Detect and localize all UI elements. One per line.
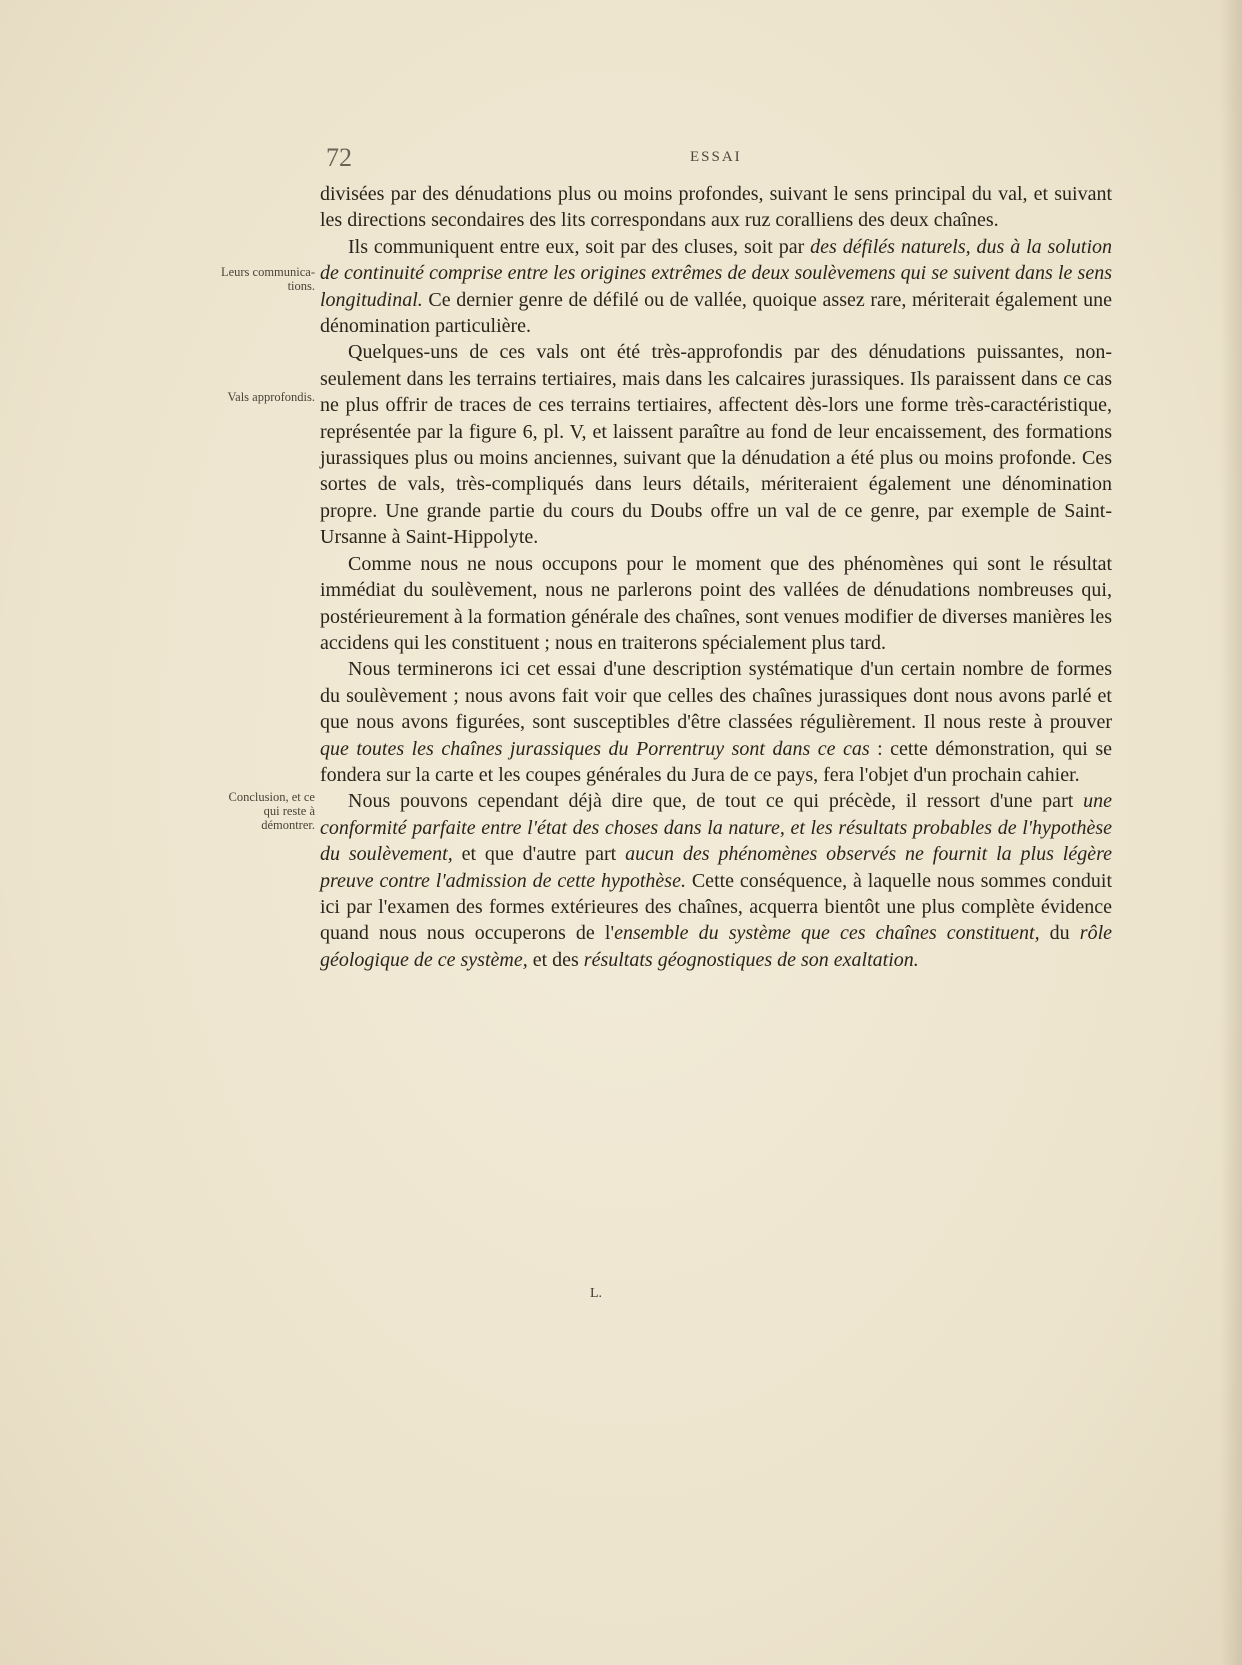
signature: L. xyxy=(590,1286,603,1301)
paragraph-4: Comme nous ne nous occupons pour le moment que des phénomènes qui sont le résultat immédiat du soulèvement, nous ne parlerons point des vallées de dénudations nombreuses qui, postérieurement à la formation générale des chaînes, sont venues modifier de diverses manières les accidens qui les constituent ; nous en traiterons spécialement plus tard. xyxy=(320,552,1112,654)
page-number: 72 xyxy=(326,143,352,172)
p5-text-a: Nous terminerons ici cet essai d'une description systématique d'un certain nombre de formes du soulèvement ; nous avons fait voir que celles des chaînes jurassiques dont nous avons parlé et que nous avons figurées, sont susceptibles d'être classées régulièrement. Il nous reste à prouver xyxy=(320,658,1112,734)
p5-text-c: : cette démonstration, qui se fondera sur la carte et les coupes générales du Jura de ce pays, fera l'objet d'un prochain cahier. xyxy=(320,737,1112,786)
paragraph-6 xyxy=(320,788,1112,973)
paragraph-3: Quelques-uns de ces vals ont été très-approfondis par des dénudations puissantes, non-seulement dans les terrains tertiaires, mais dans les calcaires jurassiques. Ils paraissent dans ce cas ne plus offrir de traces de ces terrains tertiaires, affectent dès-lors une forme très-caractéristique, représentée par la figure 6, pl. V, et laissent paraître au fond de leur encaissement, des formations jurassiques plus ou moins anciennes, suivant que la dénudation a été plus ou moins profonde. Ces sortes de vals, très-compliqués dans leurs détails, mériteraient également une dénomination propre. Une grande partie du cours du Doubs offre un val de ce genre, par exemple de Saint-Ursanne à Saint-Hippolyte. xyxy=(320,341,1112,549)
p5-italic: que toutes les chaînes jurassiques du Porrentruy sont dans ce cas xyxy=(320,737,870,760)
p2-italic: des défilés naturels, dus à la solution de continuité comprise entre les origines extrêmes de deux soulèvemens qui se suivent dans le sens longitudinal. xyxy=(320,235,1113,311)
p2-text-a: Ils communiquent entre eux, soit par des cluses, soit par xyxy=(348,235,811,258)
running-title: ESSAI xyxy=(690,149,742,165)
sidenote-conclusion: Conclusion, et ce qui reste à démontrer. xyxy=(228,790,315,832)
p6-text-e: Cette conséquence, à laquelle nous sommes conduit ici par l'examen des formes extérieures des chaînes, acquerra bientôt une plus complète évidence quand nous nous occuperons de l' xyxy=(320,869,1112,945)
running-head xyxy=(320,143,1100,172)
page-edge-shadow xyxy=(1220,0,1242,1665)
paragraph-2 xyxy=(320,234,1112,340)
p6-italic-j: résultats géognostiques de son exaltation. xyxy=(583,948,919,971)
p6-italic-h: rôle géologique de ce système, xyxy=(320,922,1113,971)
p6-text-g: du xyxy=(1039,922,1080,945)
paragraph-1: divisées par des dénudations plus ou moins profondes, suivant le sens principal du val, et suivant les directions secondaires des lits correspondans aux ruz coralliens des deux chaînes. xyxy=(320,183,1112,232)
body-text xyxy=(320,181,1112,973)
paragraph-5 xyxy=(320,656,1112,788)
p6-italic-d: aucun des phénomènes observés ne fournit la plus légère preuve contre l'admission de cette hypothèse. xyxy=(320,843,1112,892)
p2-text-c: Ce dernier genre de défilé ou de vallée, quoique assez rare, mériterait également une dénomination particulière. xyxy=(320,288,1112,338)
sidenote-leurs-communications: Leurs communica-tions. xyxy=(220,265,315,293)
p6-text-i: et des xyxy=(527,948,584,971)
p6-italic-b: une conformité parfaite entre l'état des choses dans la nature, et les résultats probables de l'hypothèse du soulèvement, xyxy=(320,790,1112,866)
p6-text-c: et que d'autre part xyxy=(452,843,626,866)
p6-text-a: Nous pouvons cependant déjà dire que, de tout ce qui précède, il ressort d'une part xyxy=(348,790,1084,813)
sidenote-vals-approfondis: Vals approfondis. xyxy=(227,390,315,404)
p6-italic-f: ensemble du système que ces chaînes constituent, xyxy=(614,922,1040,945)
